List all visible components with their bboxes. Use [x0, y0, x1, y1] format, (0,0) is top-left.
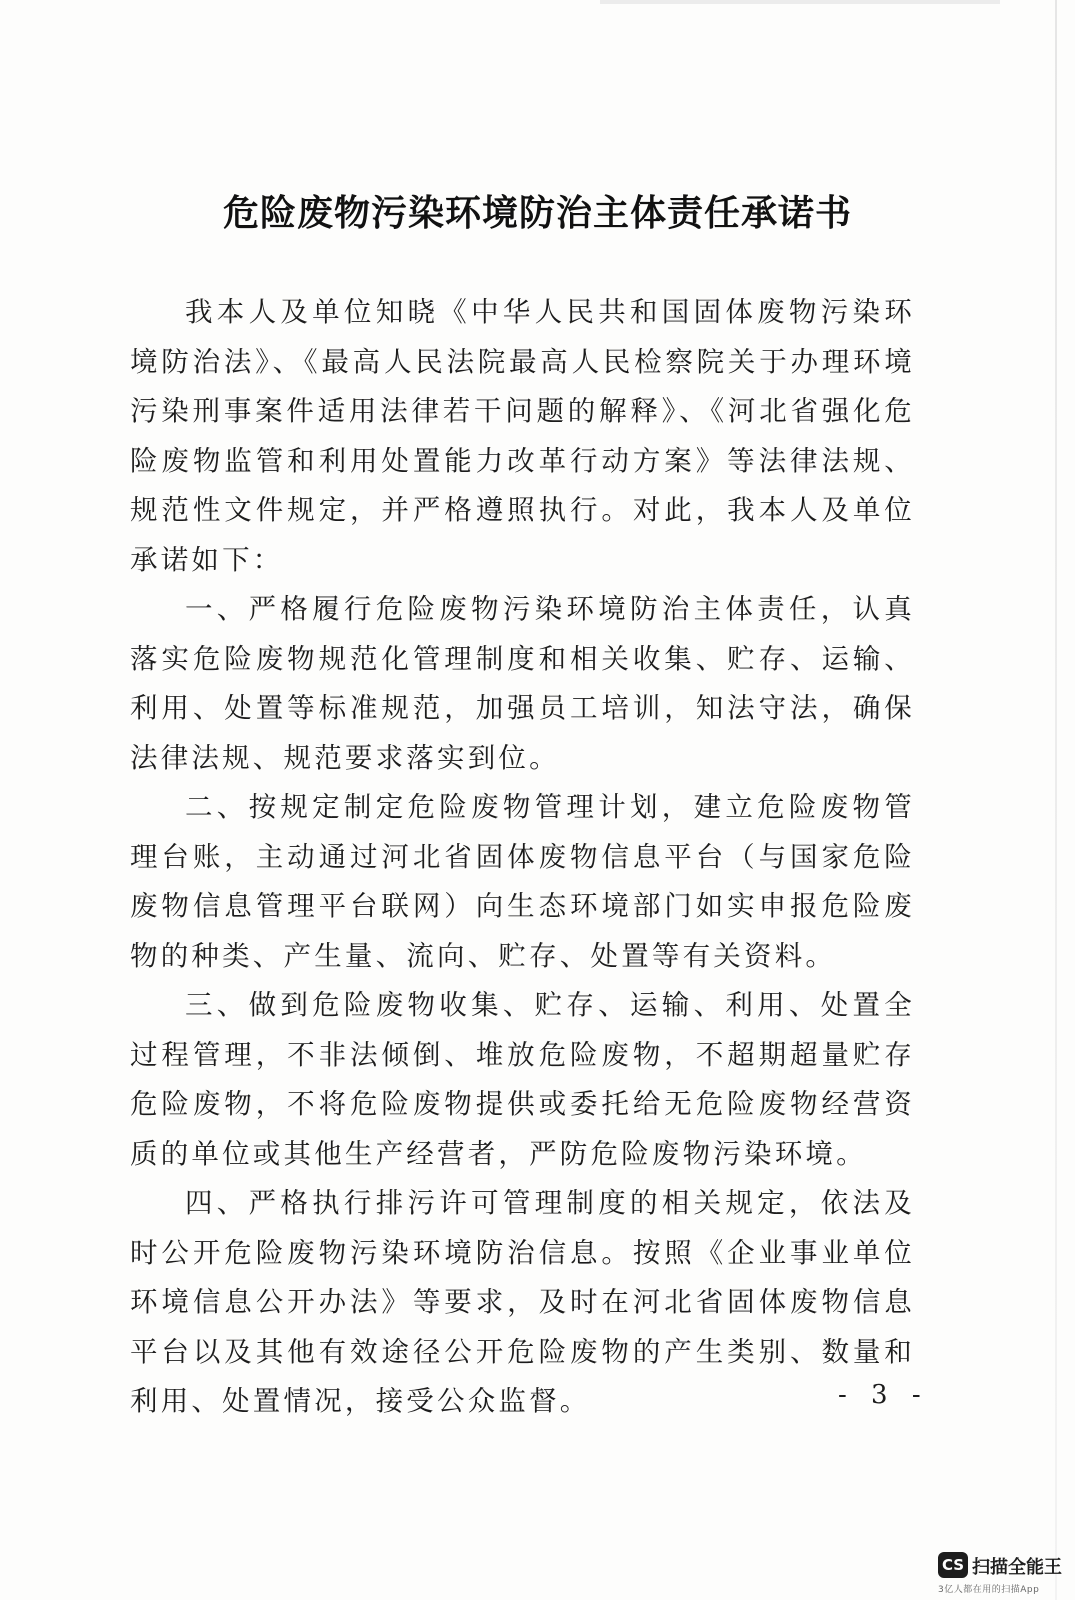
scan-edge-shadow	[600, 0, 1000, 4]
page-number: - 3 -	[838, 1380, 929, 1410]
watermark-app-name: 扫描全能王	[972, 1557, 1062, 1578]
paragraph-intro: 我本人及单位知晓《中华人民共和国固体废物污染环境防治法》、《最高人民法院最高人民检察院关于办理环境污染刑事案件适用法律若干问题的解释》、《河北省强化危险废物监管和利用处置能力改革行动方案》等法律法规、规范性文件规定，并严格遵照执行。对此，我本人及单位承诺如下：	[130, 296, 915, 576]
camscanner-logo-icon: CS	[938, 1552, 968, 1578]
scan-edge-shadow	[1055, 0, 1057, 1600]
paragraph-item-4: 四、严格执行排污许可管理制度的相关规定，依法及时公开危险废物污染环境防治信息。按照《企业事业单位环境信息公开办法》等要求，及时在河北省固体废物信息平台以及其他有效途径公开危险废物的产生类别、数量和利用、处置情况，接受公众监督。	[130, 1187, 915, 1417]
paragraph-item-1: 一、严格履行危险废物污染环境防治主体责任，认真落实危险废物规范化管理制度和相关收集、贮存、运输、利用、处置等标准规范，加强员工培训，知法守法，确保法律法规、规范要求落实到位。	[130, 593, 915, 774]
document-title: 危险废物污染环境防治主体责任承诺书	[222, 192, 852, 234]
watermark-tagline: 3亿人都在用的扫描App	[938, 1585, 1040, 1595]
scanner-watermark	[938, 1552, 1068, 1596]
paragraph-item-3: 三、做到危险废物收集、贮存、运输、利用、处置全过程管理，不非法倾倒、堆放危险废物，不超期超量贮存危险废物，不将危险废物提供或委托给无危险废物经营资质的单位或其他生产经营者，严防危险废物污染环境。	[130, 989, 915, 1170]
paragraph-item-2: 二、按规定制定危险废物管理计划，建立危险废物管理台账，主动通过河北省固体废物信息平台（与国家危险废物信息管理平台联网）向生态环境部门如实申报危险废物的种类、产生量、流向、贮存、处置等有关资料。	[130, 791, 915, 972]
document-body	[130, 288, 915, 1427]
